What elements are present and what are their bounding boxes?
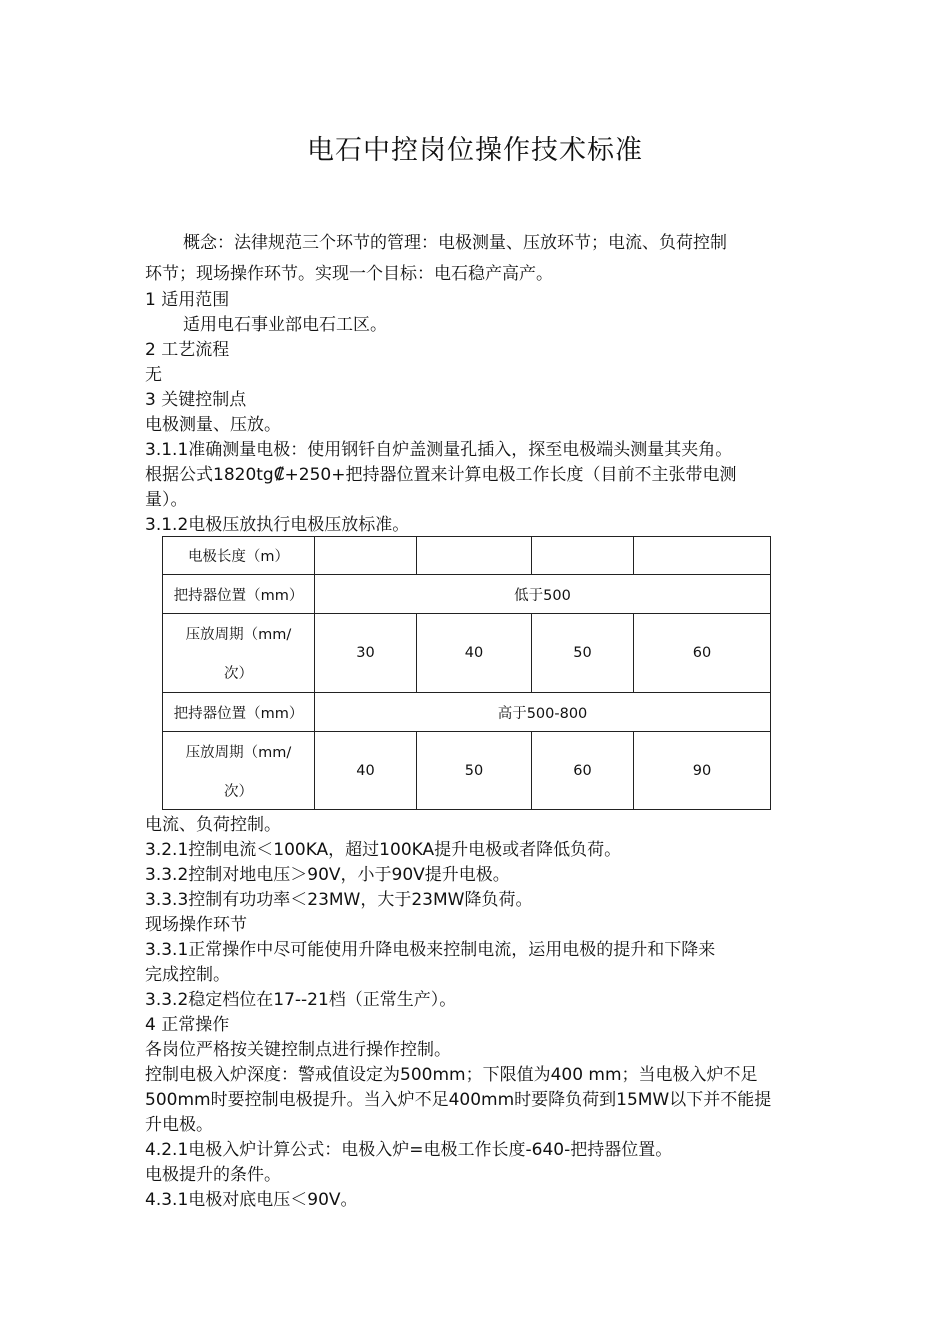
para-3-2-1: 3.2.1控制电流＜100KA，超过100KA提升电极或者降低负荷。 (145, 840, 622, 860)
table-cell: 90 (634, 732, 771, 810)
section-1-body: 适用电石事业部电石工区。 (183, 315, 387, 335)
table-cell (417, 537, 532, 575)
depth-para-line-1: 控制电极入炉深度：警戒值设定为500mm；下限值为400 mm；当电极入炉不足 (145, 1065, 758, 1085)
depth-para-line-3: 升电极。 (145, 1115, 213, 1135)
para-4-2-1: 4.2.1电极入炉计算公式：电极入炉=电极工作长度-640-把持器位置。 (145, 1140, 673, 1160)
table-cell: 50 (532, 614, 634, 693)
para-3-3-1-line-2: 完成控制。 (145, 965, 230, 985)
table-row (163, 732, 771, 810)
table-row (163, 575, 771, 614)
para-3-3-1-line-1: 3.3.1正常操作中尽可能使用升降电极来控制电流，运用电极的提升和下降来 (145, 940, 716, 960)
para-4-3-1: 4.3.1电极对底电压＜90V。 (145, 1190, 358, 1210)
section-2-heading: 2 工艺流程 (145, 340, 230, 360)
section-3-heading: 3 关键控制点 (145, 390, 247, 410)
table-cell: 高于500-800 (315, 693, 771, 732)
electrode-measure-heading: 电极测量、压放。 (145, 415, 281, 435)
cell-label-part: 次） (224, 666, 253, 682)
table-cell: 把持器位置（mm） (163, 693, 315, 732)
depth-para-line-2: 500mm时要控制电极提升。当入炉不足400mm时要降负荷到15MW以下并不能提 (145, 1090, 772, 1110)
cell-label-part: 压放周期（mm/ (185, 744, 292, 761)
cell-label-part: 压放周期（mm/ (185, 627, 292, 643)
section-1-heading: 1 适用范围 (145, 290, 230, 310)
page-title: 电石中控岗位操作技术标准 (307, 135, 643, 166)
table-cell (163, 732, 315, 810)
para-3-3-2-gear: 3.3.2稳定档位在17--21档（正常生产）。 (145, 990, 457, 1010)
table-cell: 40 (315, 732, 417, 810)
table-row (163, 537, 771, 575)
section-4-para-1: 各岗位严格按关键控制点进行操作控制。 (145, 1040, 451, 1060)
table-cell: 50 (417, 732, 532, 810)
table-cell: 低于500 (315, 575, 771, 614)
table-cell (532, 537, 634, 575)
section-2-body: 无 (145, 365, 162, 385)
table-cell (315, 537, 417, 575)
para-3-1-1-line-2: 根据公式1820tg₡+250+把持器位置来计算电极工作长度（目前不主张带电测 (145, 465, 737, 485)
table-cell: 电极长度（m） (163, 537, 315, 575)
table-cell: 60 (634, 614, 771, 693)
cell-label-part: 次） (224, 783, 253, 800)
table-cell: 30 (315, 614, 417, 693)
para-3-3-3: 3.3.3控制有功功率＜23MW，大于23MW降负荷。 (145, 890, 533, 910)
current-load-heading: 电流、负荷控制。 (145, 815, 281, 835)
table-row (163, 693, 771, 732)
para-3-1-1-line-1: 3.1.1准确测量电极：使用钢钎自炉盖测量孔插入，探至电极端头测量其夹角。 (145, 440, 733, 460)
table-cell (634, 537, 771, 575)
para-3-1-2: 3.1.2电极压放执行电极压放标准。 (145, 515, 410, 535)
press-standard-table (162, 536, 771, 810)
table-cell: 40 (417, 614, 532, 693)
section-4-heading: 4 正常操作 (145, 1015, 230, 1035)
table-cell: 60 (532, 732, 634, 810)
para-3-3-2-voltage: 3.3.2控制对地电压＞90V，小于90V提升电极。 (145, 865, 510, 885)
field-operation-heading: 现场操作环节 (145, 915, 247, 935)
table-row (163, 614, 771, 693)
lift-condition-heading: 电极提升的条件。 (145, 1165, 281, 1185)
concept-line-2: 环节；现场操作环节。实现一个目标：电石稳产高产。 (145, 264, 553, 284)
para-3-1-1-line-3: 量）。 (145, 490, 188, 510)
table-cell (163, 614, 315, 693)
concept-line-1: 概念：法律规范三个环节的管理：电极测量、压放环节；电流、负荷控制 (183, 233, 727, 253)
table-cell: 把持器位置（mm） (163, 575, 315, 614)
